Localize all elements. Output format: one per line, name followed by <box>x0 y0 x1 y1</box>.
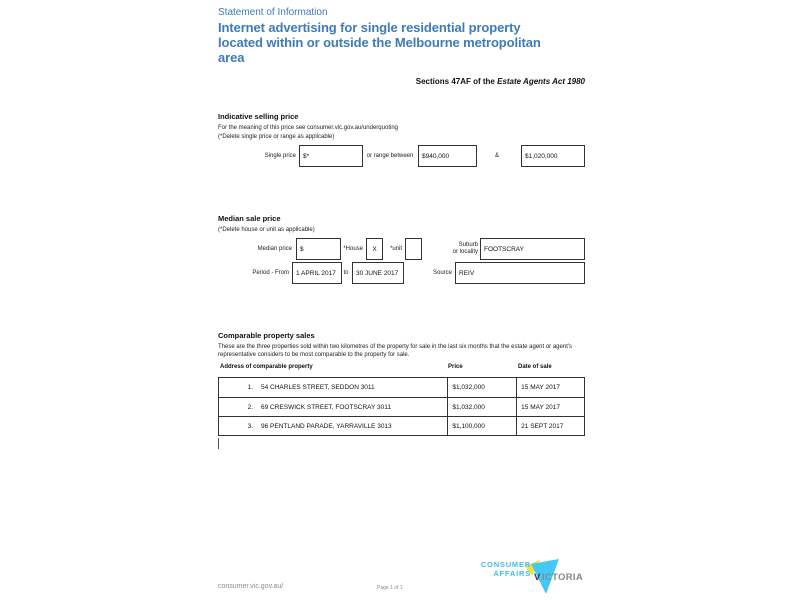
ampersand-label: & <box>494 153 499 159</box>
date-cell: 21 SEPT 2017 <box>516 417 584 435</box>
date-cell: 15 MAY 2017 <box>516 378 584 397</box>
row-address: 96 PENTLAND PARADE, YARRAVILLE 3013 <box>261 422 392 430</box>
text-cursor[interactable] <box>218 438 219 449</box>
logo-text-victoria-v: V <box>534 572 541 583</box>
source-field[interactable]: REIV <box>455 262 585 284</box>
suburb-label-line-1: Suburb <box>458 242 478 248</box>
suburb-field[interactable]: FOOTSCRAY <box>480 238 585 260</box>
logo-text-victoria-rest: ICTORIA <box>542 572 583 583</box>
house-label: *House <box>343 246 363 252</box>
indicative-note-underquoting: For the meaning of this price see consumer.vic.gov.au/underquoting <box>218 125 398 131</box>
comparable-sales-table <box>218 377 585 436</box>
median-sale-price-heading: Median sale price <box>218 214 281 223</box>
comparable-sales-description: These are the three properties sold within two kilometres of the property for sale in the last six months that the estate agent or agent's representative considers to be most comparable to the property for sale. <box>218 344 572 358</box>
column-header-date: Date of sale <box>518 364 552 370</box>
victoria-triangle-icon <box>479 556 589 598</box>
table-row <box>219 397 584 416</box>
period-from-label: Period - From <box>252 270 289 276</box>
house-field[interactable]: X <box>366 238 383 260</box>
suburb-label <box>430 238 478 260</box>
page-title <box>218 20 541 65</box>
single-price-label: Single price <box>264 153 296 159</box>
sections-reference-act: Estate Agents Act 1980 <box>497 77 585 86</box>
to-label: to <box>343 270 349 276</box>
row-number: 2. <box>247 403 253 411</box>
indicative-note-delete: (*Delete single price or range as applicable) <box>218 134 335 140</box>
period-from-field[interactable]: 1 APRIL 2017 <box>292 262 342 284</box>
page-title-line-3: area <box>218 50 245 65</box>
consumer-affairs-victoria-logo <box>479 556 589 598</box>
address-cell <box>219 378 447 397</box>
unit-label: *unit <box>389 246 402 252</box>
price-cell: $1,032,000 <box>447 398 516 416</box>
footer-url: consumer.vic.gov.au/ <box>218 583 284 590</box>
address-cell <box>219 417 447 435</box>
median-price-label: Median price <box>257 246 292 252</box>
row-address: 54 CHARLES STREET, SEDDON 3011 <box>261 384 375 391</box>
column-header-price: Price <box>448 364 463 370</box>
statement-label: Statement of Information <box>218 7 328 18</box>
page-title-line-2: located within or outside the Melbourne metropolitan <box>218 35 541 50</box>
range-to-field[interactable]: $1,020,000 <box>521 145 585 167</box>
column-header-address: Address of comparable property <box>220 364 313 370</box>
address-cell <box>219 398 447 416</box>
table-row <box>219 378 584 397</box>
price-cell: $1,100,000 <box>447 417 516 435</box>
logo-text-consumer: CONSUMER <box>480 560 531 569</box>
range-from-field[interactable]: $940,000 <box>418 145 477 167</box>
row-number: 3. <box>247 422 253 430</box>
logo-text-affairs: AFFAIRS <box>493 569 531 578</box>
sections-reference-prefix: Sections 47AF of the <box>415 77 498 86</box>
table-row <box>219 416 584 435</box>
median-price-field[interactable]: $ <box>296 238 341 260</box>
source-label: Source <box>432 270 452 276</box>
comparable-sales-heading: Comparable property sales <box>218 331 315 340</box>
period-to-field[interactable]: 30 JUNE 2017 <box>352 262 404 284</box>
footer-page-number: Page 1 of 1 <box>377 585 403 591</box>
indicative-selling-price-heading: Indicative selling price <box>218 112 299 121</box>
price-cell: $1,032,000 <box>447 378 516 397</box>
row-address: 69 CRESWICK STREET, FOOTSCRAY 3011 <box>261 403 392 411</box>
sections-reference <box>416 77 585 86</box>
suburb-label-line-2: or locality <box>452 249 478 255</box>
row-number: 1. <box>247 384 253 391</box>
date-cell: 15 MAY 2017 <box>516 398 584 416</box>
range-between-label: or range between <box>366 153 414 159</box>
median-note-delete: (*Delete house or unit as applicable) <box>218 227 315 233</box>
page-title-line-1: Internet advertising for single residential property <box>218 20 521 35</box>
single-price-field[interactable]: $* <box>299 145 363 167</box>
unit-field[interactable] <box>405 238 422 260</box>
